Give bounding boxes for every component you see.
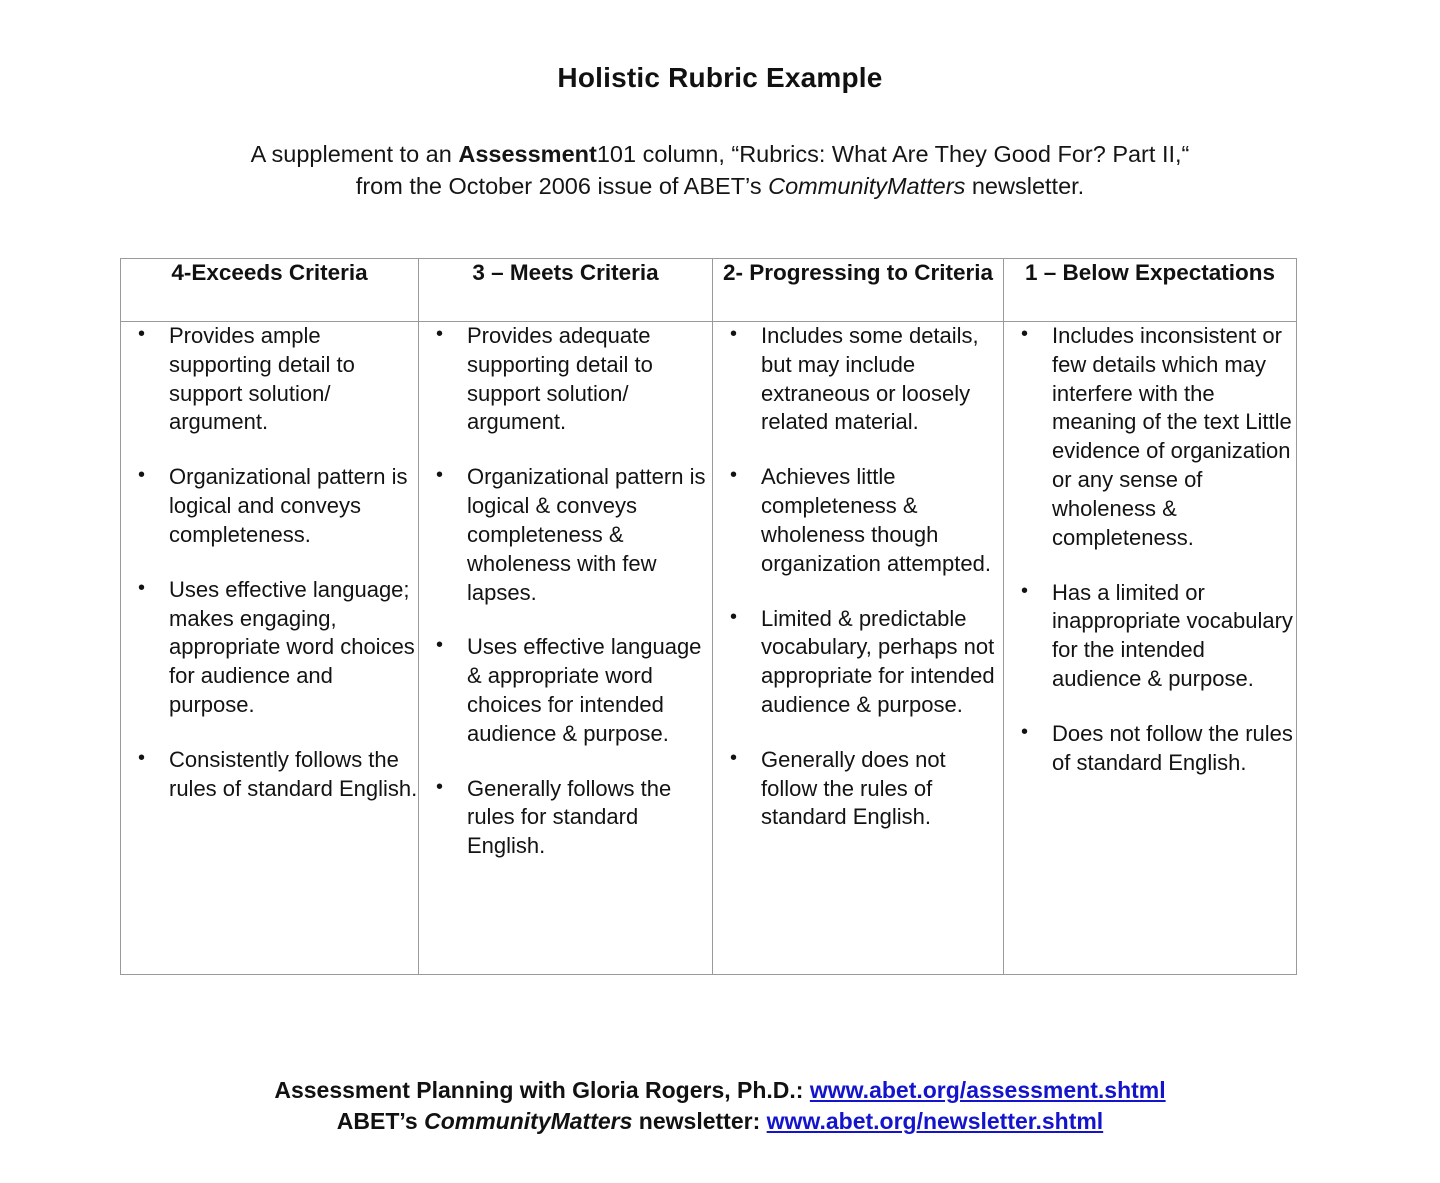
newsletter-link[interactable]: www.abet.org/newsletter.shtml (766, 1108, 1104, 1135)
list-item: • Consistently follows the rules of standard English. (121, 746, 418, 804)
criteria-list-below-expectations (1004, 322, 1296, 777)
list-item: • Achieves little completeness & wholeness though organization attempted. (713, 463, 1003, 578)
subtitle-line-2 (356, 173, 1084, 199)
page-title: Holistic Rubric Example (557, 62, 883, 93)
list-item: • Generally does not follow the rules of standard English. (713, 746, 1003, 832)
table-row (121, 322, 1297, 975)
assessment-link[interactable]: www.abet.org/assessment.shtml (809, 1077, 1166, 1103)
footer-text-abet: ABET’s (336, 1108, 425, 1135)
subtitle-text-c: from the October 2006 issue of ABET’s (355, 173, 769, 200)
subtitle-text-d: newsletter. (965, 173, 1085, 200)
footer-label-assessment-planning: Assessment Planning with Gloria Rogers, Ph.D.: (274, 1077, 810, 1103)
subtitle-text-b: 101 column, “Rubrics: What Are They Good For? Part II,“ (596, 141, 1190, 167)
list-item: • Includes some details, but may include extraneous or loosely related material. (713, 322, 1003, 437)
criteria-list-exceeds (121, 322, 418, 803)
list-item: • Limited & predictable vocabulary, perhaps not appropriate for intended audience & purpose. (713, 605, 1003, 720)
column-header-progressing-to-criteria: 2- Progressing to Criteria (713, 259, 1004, 322)
subtitle-italic-communitymatters: CommunityMatters (768, 173, 966, 200)
document-footer (0, 1075, 1440, 1138)
criteria-list-progressing (713, 322, 1003, 832)
list-item: • Uses effective language & appropriate word choices for intended audience & purpose. (419, 633, 712, 748)
list-item: • Generally follows the rules for standard English. (419, 775, 712, 861)
list-item: • Does not follow the rules of standard English. (1004, 720, 1296, 778)
criteria-cell-below-expectations (1004, 322, 1297, 975)
criteria-cell-exceeds (121, 322, 419, 975)
criteria-list-meets (419, 322, 712, 861)
list-item: • Provides adequate supporting detail to support solution/ argument. (419, 322, 712, 437)
list-item: • Organizational pattern is logical and conveys completeness. (121, 463, 418, 549)
footer-line-newsletter (0, 1106, 1440, 1137)
document-subtitle (120, 138, 1320, 203)
column-header-exceeds-criteria: 4-Exceeds Criteria (121, 259, 419, 322)
footer-line-assessment-planning (0, 1075, 1440, 1106)
subtitle-bold-assessment: Assessment (458, 141, 597, 167)
column-header-below-expectations: 1 – Below Expectations (1004, 259, 1297, 322)
footer-text-newsletter: newsletter: (632, 1108, 767, 1135)
list-item: • Has a limited or inappropriate vocabulary for the intended audience & purpose. (1004, 579, 1296, 694)
subtitle-line-1 (251, 141, 1190, 167)
list-item: • Provides ample supporting detail to support solution/ argument. (121, 322, 418, 437)
column-header-meets-criteria: 3 – Meets Criteria (419, 259, 713, 322)
criteria-cell-meets (419, 322, 713, 975)
holistic-rubric-table (120, 258, 1297, 975)
list-item: • Organizational pattern is logical & conveys completeness & wholeness with few lapses. (419, 463, 712, 607)
table-header-row (121, 259, 1297, 322)
list-item: • Includes inconsistent or few details which may interfere with the meaning of the text Little evidence of organization or any sense of wholeness & completeness. (1004, 322, 1296, 553)
footer-italic-communitymatters: CommunityMatters (424, 1108, 633, 1135)
list-item: • Uses effective language; makes engaging, appropriate word choices for audience and purpose. (121, 576, 418, 720)
criteria-cell-progressing (713, 322, 1004, 975)
subtitle-text-a: A supplement to an (250, 141, 459, 167)
